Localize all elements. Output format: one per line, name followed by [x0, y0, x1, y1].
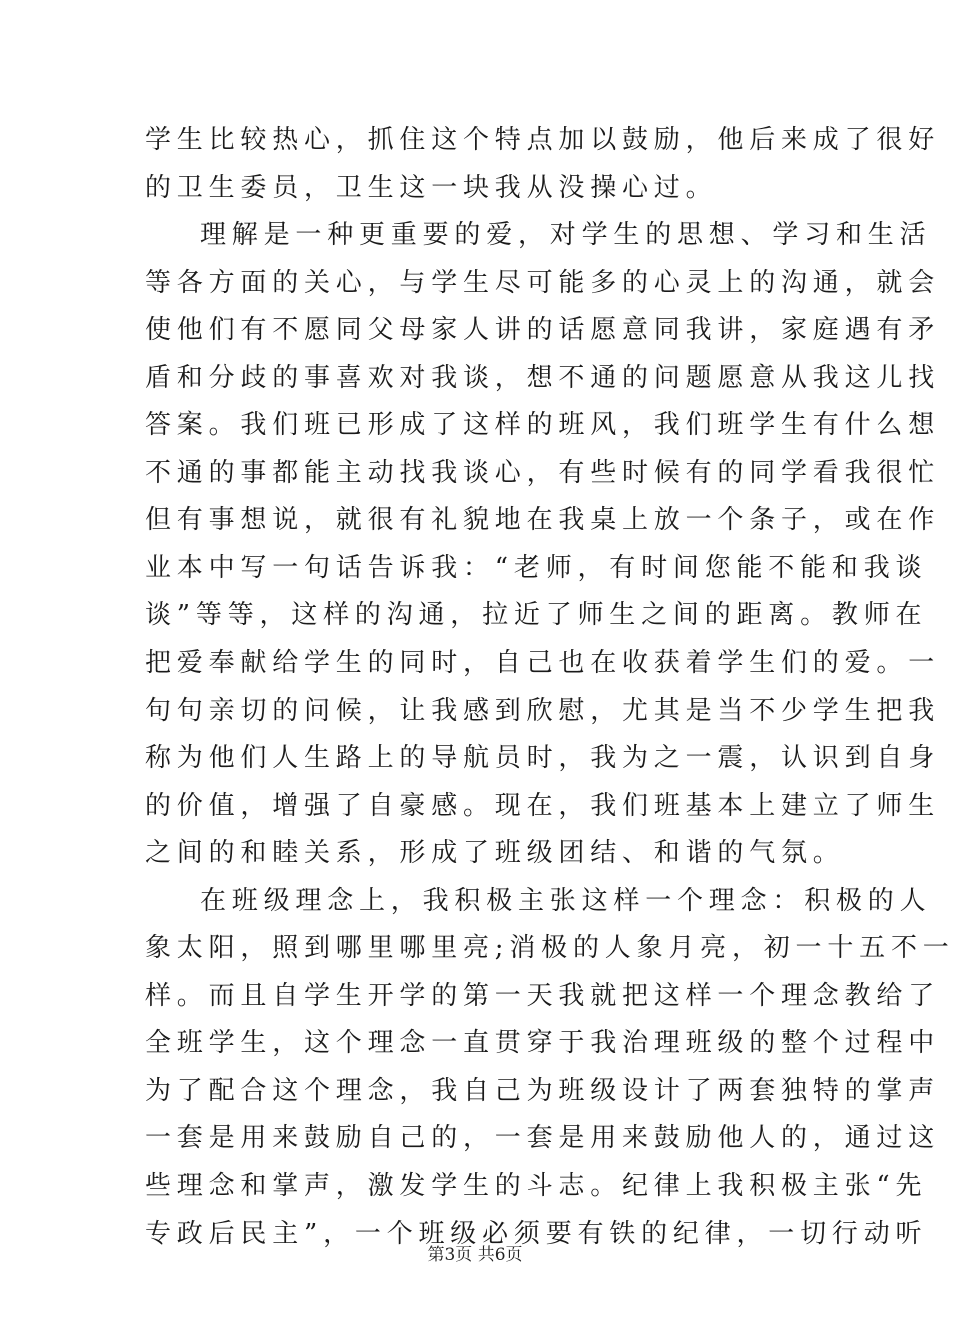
paragraph-start-line: 理解是一种更重要的爱，对学生的思想、学习和生活: [200, 220, 932, 251]
text-line: 学生比较热心，抓住这个特点加以鼓励，他后来成了很好: [145, 125, 941, 155]
text-line: 称为他们人生路上的导航员时，我为之一震，认识到自身: [145, 743, 941, 774]
text-line: 全班学生，这个理念一直贯穿于我治理班级的整个过程中: [145, 1028, 941, 1059]
text-line: 为了配合这个理念，我自己为班级设计了两套独特的掌声: [145, 1075, 941, 1106]
text-line: 谈”等等，这样的沟通，拉近了师生之间的距离。教师在: [145, 600, 928, 631]
text-line: 使他们有不愿同父母家人讲的话愿意同我讲，家庭遇有矛: [145, 315, 941, 346]
text-line: 象太阳，照到哪里哪里亮;消极的人象月亮，初一十五不一: [145, 933, 955, 964]
text-line: 等各方面的关心，与学生尽可能多的心灵上的沟通，就会: [145, 267, 941, 298]
text-line: 盾和分歧的事喜欢对我谈，想不通的问题愿意从我这儿找: [145, 362, 941, 393]
text-line: 但有事想说，就很有礼貌地在我桌上放一个条子，或在作: [145, 505, 941, 536]
text-line: 把爱奉献给学生的同时，自己也在收获着学生们的爱。一: [145, 648, 941, 679]
text-line: 的卫生委员，卫生这一块我从没操心过。: [145, 172, 718, 203]
text-line: 答案。我们班已形成了这样的班风，我们班学生有什么想: [145, 410, 941, 441]
text-line: 业本中写一句话告诉我：“老师，有时间您能不能和我谈: [145, 552, 928, 583]
text-line: 句句亲切的问候，让我感到欣慰，尤其是当不少学生把我: [145, 695, 941, 726]
body-text: [145, 117, 955, 1258]
text-line: 些理念和掌声，激发学生的斗志。纪律上我积极主张“先: [145, 1171, 928, 1202]
text-line: 一套是用来鼓励自己的，一套是用来鼓励他人的，通过这: [145, 1123, 941, 1154]
text-line: 不通的事都能主动找我谈心，有些时候有的同学看我很忙: [145, 457, 941, 488]
page-footer: 第3页 共6页: [427, 1245, 523, 1265]
text-line: 的价值，增强了自豪感。现在，我们班基本上建立了师生: [145, 790, 941, 821]
text-line: 样。而且自学生开学的第一天我就把这样一个理念教给了: [145, 980, 941, 1011]
text-line: 之间的和睦关系，形成了班级团结、和谐的气氛。: [145, 838, 845, 869]
paragraph-start-line: 在班级理念上，我积极主张这样一个理念：积极的人: [200, 885, 932, 916]
text-line: 专政后民主”，一个班级必须要有铁的纪律，一切行动听: [145, 1218, 928, 1249]
